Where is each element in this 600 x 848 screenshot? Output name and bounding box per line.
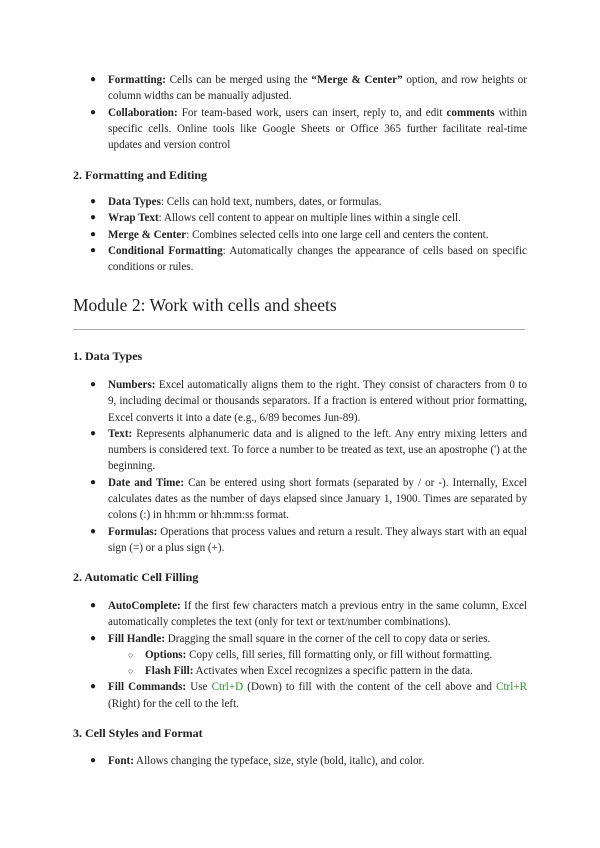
bullet-icon: ● [90,228,97,240]
list-item: ● Wrap Text: Allows cell content to appear on multiple lines within a single cell. [0,210,600,226]
list-item: ● Merge & Center: Combines selected cells into one large cell and centers the content. [0,227,600,243]
list-item: ● Data Types: Cells can hold text, numbers, dates, or formulas. [0,194,600,210]
sub-list-item: ○ Flash Fill: Activates when Excel recognizes a specific pattern in the data. [0,663,600,679]
shortcut-ctrl-r: Ctrl+R [496,681,527,694]
data-types-bullet-list [0,377,600,556]
list-item: ● Conditional Formatting: Automatically changes the appearance of cells based on specific conditions or rules. [90,244,527,274]
cell-styles-bullet-list [0,753,600,769]
bullet-icon: ● [90,212,97,224]
section-heading-data-types: 1. Data Types [73,349,143,363]
list-item: ● Formulas: Operations that process values and return a result. They always start with an equal sign (=) or a plus sign (+). [90,525,527,554]
list-item: ● Font: Allows changing the typeface, size, style (bold, italic), and color. [0,753,600,769]
bullet-icon: ● [90,74,97,85]
list-item: ● Collaboration: For team-based work, users can insert, reply to, and edit comments within specific cells. Online tools like Google Sheets or Office 365 further facilitate real-time updates and version control [90,106,527,152]
bullet-icon: ● [90,681,97,693]
module-title: Module 2: Work with cells and sheets [73,295,337,315]
bullet-icon: ● [90,755,97,766]
section-heading-cell-styles: 3. Cell Styles and Format [73,726,203,740]
list-item: ● Fill Commands: Use Ctrl+D (Down) to fill with the content of the cell above and Ctrl+R (Right) for the cell to the left. [90,681,527,710]
bullet-icon: ● [90,600,97,611]
bullet-icon: ● [90,106,97,118]
list-item: ● Date and Time: Can be entered using short formats (separated by / or -). Internally, Excel calculates dates as the number of days elapsed since January 1, 1900. Times are separated by colons (:) in hh:mm or hh:mm:ss format. [90,476,527,522]
section-heading-formatting: 2. Formatting and Editing [73,168,208,182]
bullet-icon: ● [90,244,97,256]
list-item: ● Fill Handle: Dragging the small square in the corner of the cell to copy data or series. [0,631,600,647]
sub-list-item: ○ Options: Copy cells, fill series, fill formatting only, or fill without formatting. [0,647,600,663]
list-item: ● Text: Represents alphanumeric data and is aligned to the left. Any entry mixing letters and numbers is considered text. To force a number to be treated as text, use an apostrophe (') at the beginning. [90,427,527,473]
shortcut-ctrl-d: Ctrl+D [211,681,244,694]
bullet-icon: ● [90,525,97,537]
list-item: ● AutoComplete: If the first few characters match a previous entry in the same column, Excel automatically completes the text (only for text or text/number combinations). [90,600,527,629]
hollow-bullet-icon: ○ [128,649,134,660]
section-heading-autofill: 2. Automatic Cell Filling [73,570,199,584]
formatting-bullet-list [0,194,600,275]
bullet-icon: ● [90,427,97,439]
autofill-bullet-list [0,598,600,712]
top-bullet-list [0,72,600,153]
bullet-icon: ● [90,196,97,207]
bullet-icon: ● [90,476,97,488]
list-item: ● Numbers: Excel automatically aligns them to the right. They consist of characters from 0 to 9, including decimal or thousands separators. If a fraction is entered without prior formatting, Excel converts it into a date (e.g., 6/89 becomes Jun-89). [90,379,527,424]
list-item: ● Formatting: Cells can be merged using the “Merge & Center” option, and row heights or column widths can be manually adjusted. [90,74,527,103]
hollow-bullet-icon: ○ [128,666,134,677]
bullet-icon: ● [90,632,97,644]
horizontal-rule [73,329,525,330]
bullet-icon: ● [90,379,97,390]
